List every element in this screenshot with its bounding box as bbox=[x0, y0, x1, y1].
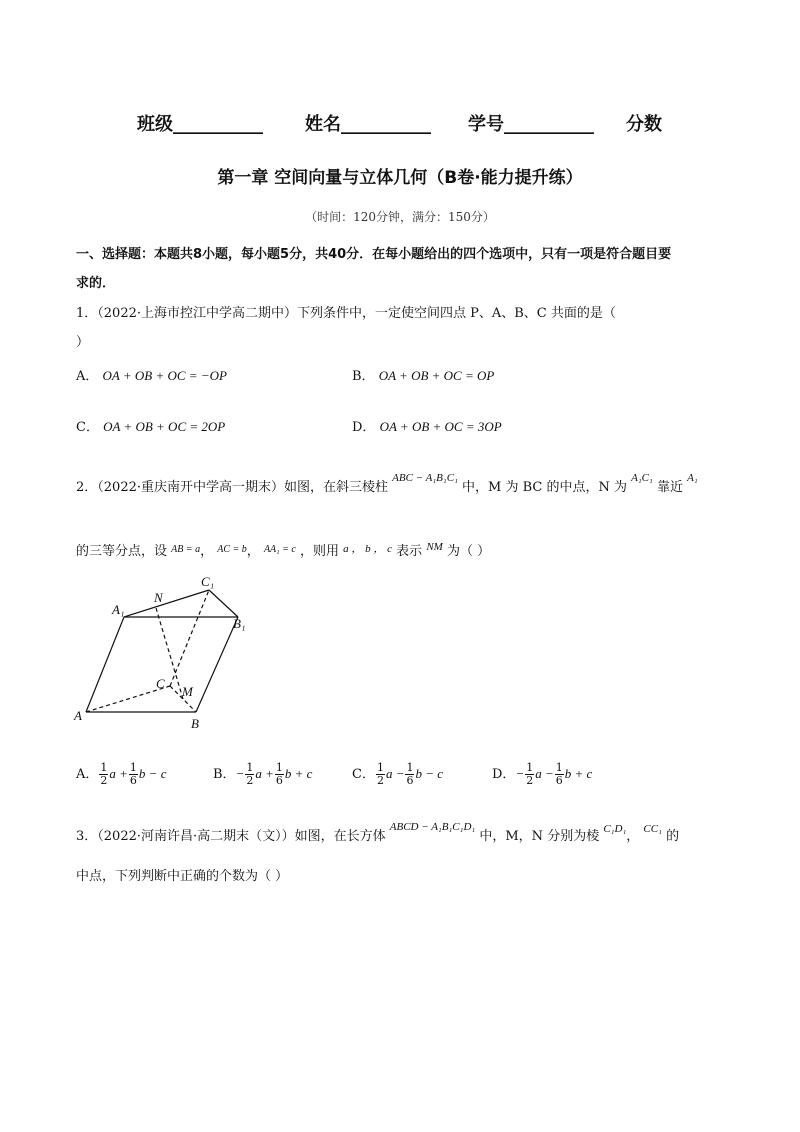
edge-cc1-label: CC₁ bbox=[643, 823, 662, 835]
q2-option-d[interactable] bbox=[492, 762, 592, 787]
denominator: 2 bbox=[526, 774, 534, 787]
option-letter: B． bbox=[213, 767, 236, 782]
edge-bb1 bbox=[196, 617, 238, 712]
prism-figure bbox=[70, 570, 260, 740]
sign: − bbox=[235, 766, 245, 781]
box-label: ABCD − A₁B₁C₁D₁ bbox=[389, 821, 476, 833]
label-b: B bbox=[191, 716, 199, 731]
q1-option-a[interactable] bbox=[76, 365, 227, 384]
vector-ab: AB = a bbox=[171, 544, 201, 555]
exam-meta: （时间：120分钟，满分：150分） bbox=[305, 210, 495, 224]
score-label: 分数 bbox=[626, 114, 662, 135]
term: b − c bbox=[415, 766, 444, 781]
numerator: 1 bbox=[406, 761, 414, 774]
denominator: 6 bbox=[275, 774, 283, 787]
q3-stem-line2: 中点，下列判断中正确的个数为（ ） bbox=[76, 869, 289, 884]
option-letter: A． bbox=[76, 767, 99, 782]
prism-label: ABC − A₁B₁C₁ bbox=[392, 472, 458, 484]
name-label: 姓名__________ bbox=[305, 114, 431, 135]
numerator: 1 bbox=[246, 761, 254, 774]
label-c: C bbox=[156, 676, 165, 691]
numerator: 1 bbox=[376, 761, 384, 774]
q2-text: 2．（2022·重庆南开中学高一期末）如图，在斜三棱柱 bbox=[76, 480, 388, 495]
q1-option-b[interactable] bbox=[352, 365, 494, 384]
q2-text: 为（ ） bbox=[446, 544, 491, 559]
term: b + c bbox=[284, 766, 313, 781]
q1-option-d[interactable] bbox=[352, 416, 502, 435]
fraction bbox=[129, 762, 138, 787]
q3-text: 中，M，N 分别为棱 bbox=[479, 829, 600, 844]
option-letter: C． bbox=[352, 767, 375, 782]
vector-nm: NM bbox=[426, 541, 443, 553]
label-c1: C₁ bbox=[201, 574, 215, 589]
term: b + c bbox=[564, 766, 593, 781]
edge-c1b1 bbox=[209, 590, 238, 617]
vector-ac: AC = b bbox=[217, 544, 247, 555]
option-letter: D． bbox=[492, 767, 516, 782]
denominator: 2 bbox=[376, 774, 384, 787]
q2-text: 表示 bbox=[396, 544, 423, 559]
q2-text: 靠近 bbox=[657, 480, 684, 495]
numerator: 1 bbox=[100, 761, 108, 774]
segment-label: A₁C₁ bbox=[631, 472, 653, 484]
numerator: 1 bbox=[129, 761, 137, 774]
numerator: 1 bbox=[555, 761, 563, 774]
term: a + bbox=[255, 766, 274, 781]
denominator: 6 bbox=[129, 774, 137, 787]
q1-stem-cont: ） bbox=[76, 335, 90, 350]
option-expr: OA + OB + OC = 2OP bbox=[103, 419, 226, 434]
denominator: 6 bbox=[555, 774, 563, 787]
q2-text: 中，M 为 BC 的中点，N 为 bbox=[462, 480, 627, 495]
edge-aa1 bbox=[86, 617, 124, 712]
q2-option-c[interactable] bbox=[352, 762, 443, 787]
fraction bbox=[275, 762, 284, 787]
label-m: M bbox=[182, 684, 193, 699]
option-letter: B． bbox=[352, 369, 375, 384]
option-expr: OA + OB + OC = OP bbox=[378, 368, 495, 383]
term: b − c bbox=[138, 766, 167, 781]
q2-text: ，则用 bbox=[299, 544, 339, 559]
fraction bbox=[99, 762, 108, 787]
q2-option-a[interactable] bbox=[76, 762, 166, 787]
point-label: A₁ bbox=[687, 472, 698, 484]
q2-stem-line1 bbox=[76, 472, 698, 495]
basis-vectors: a ， b ， c bbox=[343, 543, 393, 555]
q3-stem-line1: 3．（2022·河南许昌·高二期末（文））如图，在长方体 $^{ABCD - A_1B_1C_1D_1}$ 中，M，N 分别为棱 $^{C_1D_1}$， $^{CC_1}$ 的 bbox=[76, 821, 680, 844]
edge-c1d1-label: C₁D₁ bbox=[603, 823, 627, 835]
sign: − bbox=[515, 766, 525, 781]
q1-stem: 1．（2022·上海市控江中学高二期中）下列条件中，一定使空间四点 P、A、B、C 共面的是（ bbox=[76, 306, 616, 321]
edge-a1c1 bbox=[124, 590, 209, 617]
fraction bbox=[555, 762, 564, 787]
edge-cc1 bbox=[170, 590, 209, 686]
q3-text: 3．（2022·河南许昌·高二期末（文））如图，在长方体 bbox=[76, 829, 386, 844]
option-letter: D． bbox=[352, 420, 376, 435]
option-letter: C． bbox=[76, 420, 99, 435]
fraction bbox=[525, 762, 534, 787]
section-heading-line2: 求的． bbox=[76, 276, 116, 291]
denominator: 2 bbox=[246, 774, 254, 787]
label-b1: B₁ bbox=[233, 616, 246, 631]
option-expr: OA + OB + OC = 3OP bbox=[379, 419, 502, 434]
label-n: N bbox=[154, 590, 163, 605]
term: a + bbox=[109, 766, 128, 781]
section-heading-line1: 一、选择题：本题共8小题，每小题5分，共40分．在每小题给出的四个选项中，只有一项是符合题目要 bbox=[76, 247, 672, 262]
numerator: 1 bbox=[526, 761, 534, 774]
q3-text: 的 bbox=[666, 829, 680, 844]
numerator: 1 bbox=[275, 761, 283, 774]
q2-option-b[interactable] bbox=[213, 762, 312, 787]
option-expr: OA + OB + OC = −OP bbox=[102, 368, 227, 383]
class-label: 班级__________ bbox=[137, 114, 263, 135]
denominator: 6 bbox=[406, 774, 414, 787]
q2-text: 的三等分点，设 bbox=[76, 544, 168, 559]
label-a: A bbox=[74, 708, 82, 723]
q2-stem-line2: 的三等分点，设 $^{AB = a}$， $^{AC = b}$， $^{AA_1 = c}$ ，则用 $^{a , b , c}$ 表示 $^{NM}$ 为（ ） bbox=[76, 541, 491, 559]
fraction bbox=[405, 762, 414, 787]
fraction bbox=[376, 762, 385, 787]
page-title: 第一章 空间向量与立体几何（B卷·能力提升练） bbox=[217, 168, 583, 188]
student-id-label: 学号__________ bbox=[468, 114, 594, 135]
fraction bbox=[245, 762, 254, 787]
q1-option-c[interactable] bbox=[76, 416, 225, 435]
term: a − bbox=[535, 766, 554, 781]
label-a1: A₁ bbox=[112, 602, 125, 617]
option-letter: A． bbox=[76, 369, 99, 384]
denominator: 2 bbox=[100, 774, 108, 787]
vector-aa1: AA₁ = c bbox=[263, 544, 296, 555]
term: a − bbox=[385, 766, 405, 781]
